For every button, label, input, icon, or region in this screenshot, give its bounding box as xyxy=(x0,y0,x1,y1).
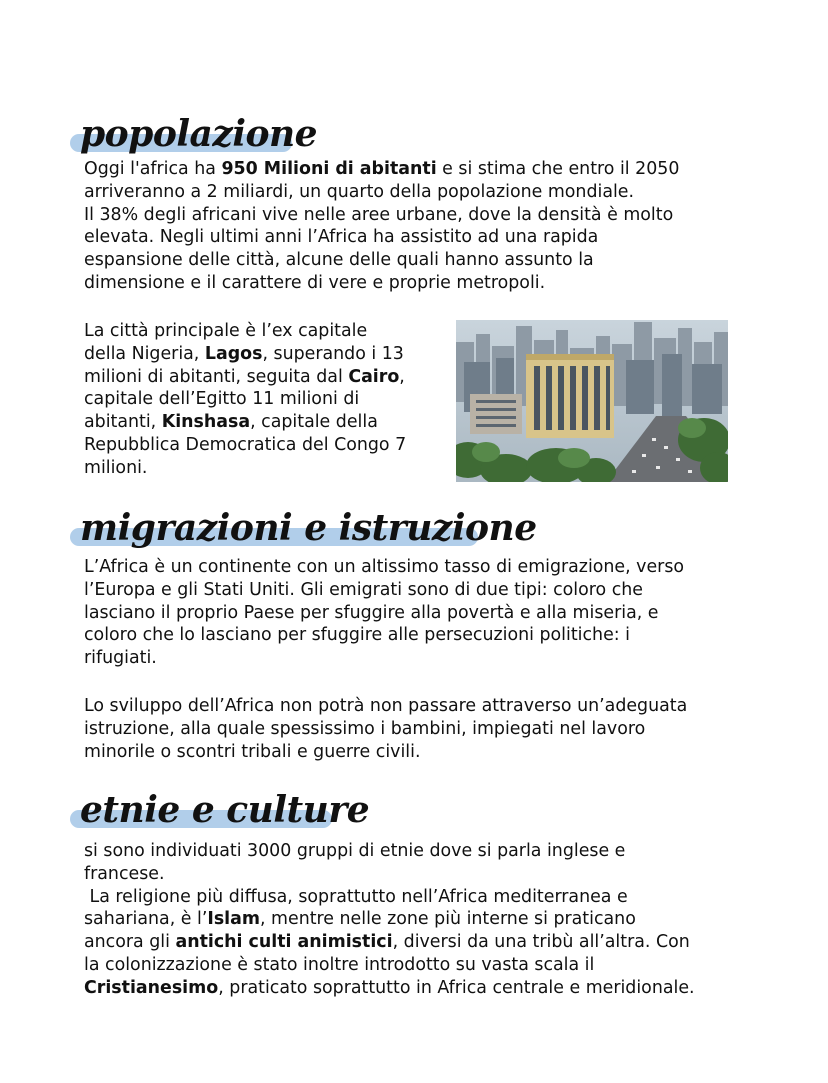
text-line: Repubblica Democratica del Congo 7 xyxy=(84,434,407,455)
bold-text: Lagos xyxy=(204,343,263,364)
text-line: la colonizzazione è stato inoltre introdotto su vasta scala il xyxy=(84,954,595,975)
section-heading-etnie xyxy=(70,788,369,832)
section-heading-popolazione xyxy=(70,112,317,156)
paragraph-etnie xyxy=(84,840,695,1000)
text-line: sahariana, è l’Islam, mentre nelle zone più interne si praticano xyxy=(84,909,636,930)
bold-text: Cristianesimo xyxy=(84,977,219,998)
paragraph-popolazione-cities xyxy=(84,320,406,480)
text-line: si sono individuati 3000 gruppi di etnie dove si parla inglese e xyxy=(84,841,626,861)
text-line: espansione delle città, alcune delle quali hanno assunto la xyxy=(84,250,594,271)
text-line: milioni di abitanti, seguita dal Cairo, xyxy=(84,366,405,387)
text-line: minorile o scontri tribali e guerre civili. xyxy=(84,741,421,762)
bold-text: antichi culti animistici xyxy=(175,932,393,953)
bold-text: Kinshasa xyxy=(161,412,251,433)
text-line: abitanti, Kinshasa, capitale della xyxy=(84,412,378,433)
text-line: La città principale è l’ex capitale xyxy=(84,321,368,341)
text-line: milioni. xyxy=(84,457,148,478)
text-line: ancora gli antichi culti animistici, diversi da una tribù all’altra. Con xyxy=(84,932,690,953)
text-line: elevata. Negli ultimi anni l’Africa ha assistito ad una rapida xyxy=(84,227,599,248)
bold-text: Cairo xyxy=(348,366,400,387)
text-line: Il 38% degli africani vive nelle aree urbane, dove la densità è molto xyxy=(84,204,674,225)
section-heading-migrazioni xyxy=(70,506,537,550)
text-line: arriveranno a 2 miliardi, un quarto della popolazione mondiale. xyxy=(84,181,635,202)
heading-text: migrazioni e istruzione xyxy=(80,507,537,549)
text-line: lasciano il proprio Paese per sfuggire alla povertà e alla miseria, e xyxy=(84,602,659,623)
bold-text: Islam xyxy=(207,909,260,930)
heading-text: popolazione xyxy=(80,113,318,155)
text-line: La religione più diffusa, soprattutto nell’Africa mediterranea e xyxy=(84,886,628,907)
bold-text: 950 Milioni di abitanti xyxy=(221,159,437,179)
heading-text: etnie e culture xyxy=(80,789,370,831)
text-line: L’Africa è un continente con un altissimo tasso di emigrazione, verso xyxy=(84,557,685,577)
text-line: capitale dell’Egitto 11 milioni di xyxy=(84,389,360,410)
text-line: della Nigeria, Lagos, superando i 13 xyxy=(84,343,404,364)
text-line: coloro che lo lasciano per sfuggire alle persecuzioni politiche: i xyxy=(84,625,630,646)
text-line: Lo sviluppo dell’Africa non potrà non passare attraverso un’adeguata xyxy=(84,696,688,716)
paragraph-popolazione-intro xyxy=(84,158,679,295)
text-line: Cristianesimo, praticato soprattutto in Africa centrale e meridionale. xyxy=(84,977,695,998)
text-line: dimensione e il carattere di vere e proprie metropoli. xyxy=(84,272,546,293)
text-line: francese. xyxy=(84,863,165,884)
text-line: rifugiati. xyxy=(84,648,157,669)
text-line: Oggi l'africa ha 950 Milioni di abitanti e si stima che entro il 2050 xyxy=(84,159,680,179)
lagos-city-photo xyxy=(456,320,728,482)
text-line: istruzione, alla quale spessissimo i bambini, impiegati nel lavoro xyxy=(84,718,646,739)
paragraph-migrazioni xyxy=(84,556,684,670)
text-line: l’Europa e gli Stati Uniti. Gli emigrati sono di due tipi: coloro che xyxy=(84,579,643,600)
paragraph-istruzione xyxy=(84,695,687,763)
